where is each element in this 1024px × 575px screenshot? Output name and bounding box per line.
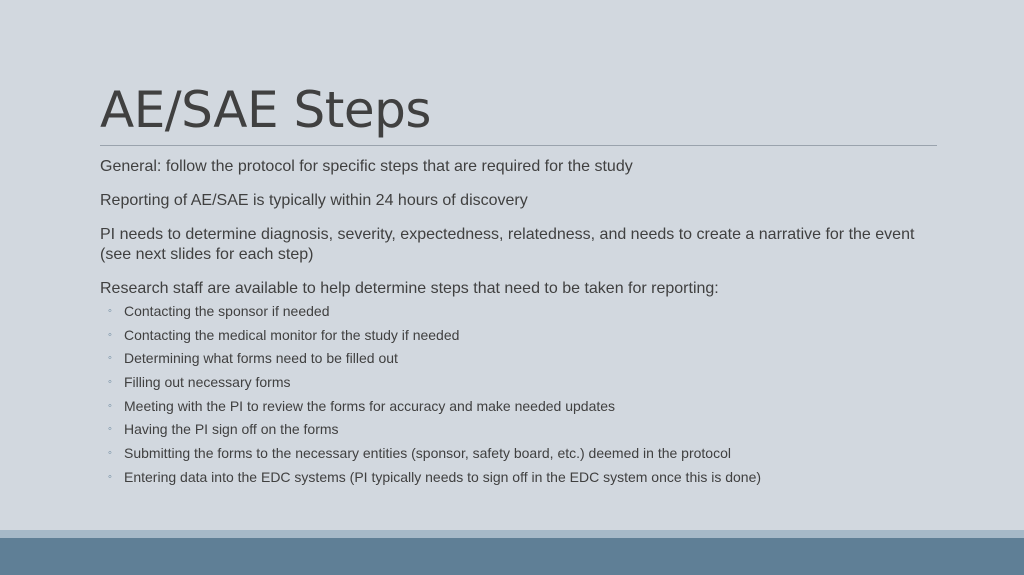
paragraph-reporting: Reporting of AE/SAE is typically within 24 hours of discovery (100, 192, 528, 209)
list-item-text: Determining what forms need to be filled out (124, 350, 398, 367)
bullet-icon: ◦ (108, 447, 112, 460)
steps-list (100, 303, 930, 485)
list-item-text: Entering data into the EDC systems (PI typically needs to sign off in the EDC system once this is done) (124, 468, 762, 485)
footer-band-dark (0, 538, 1024, 575)
bullet-icon: ◦ (108, 328, 112, 341)
list-item-text: Contacting the medical monitor for the study if needed (124, 326, 460, 343)
slide-title: AE/SAE Steps (100, 81, 431, 139)
title-divider (100, 145, 937, 146)
list-item (100, 374, 930, 390)
bullet-icon: ◦ (108, 305, 112, 317)
list-item-text: Submitting the forms to the necessary entities (sponsor, safety board, etc.) deemed in the protocol (124, 445, 731, 462)
bullet-icon: ◦ (108, 470, 112, 483)
bullet-icon: ◦ (108, 423, 112, 436)
list-item-text: Filling out necessary forms (124, 374, 291, 391)
list-item (100, 327, 930, 343)
list-item (100, 445, 930, 461)
bullet-icon: ◦ (108, 376, 112, 389)
paragraph-research-staff: Research staff are available to help determine steps that need to be taken for reporting: (100, 280, 719, 297)
footer-band-light (0, 530, 1024, 538)
paragraph-pi-needs: PI needs to determine diagnosis, severity, expectedness, relatedness, and needs to create a narrative for the event (see next slides for each step) (100, 226, 915, 263)
paragraph-general: General: follow the protocol for specific steps that are required for the study (100, 158, 633, 175)
bullet-icon: ◦ (108, 399, 112, 412)
list-item (100, 421, 930, 437)
list-item-text: Meeting with the PI to review the forms for accuracy and make needed updates (124, 397, 616, 414)
list-item (100, 303, 930, 319)
list-item-text: Contacting the sponsor if needed (124, 303, 330, 319)
list-item (100, 350, 930, 366)
list-item (100, 398, 930, 414)
list-item-text: Having the PI sign off on the forms (124, 421, 339, 438)
list-item (100, 469, 930, 485)
slide-content (100, 157, 930, 493)
bullet-icon: ◦ (108, 352, 112, 365)
